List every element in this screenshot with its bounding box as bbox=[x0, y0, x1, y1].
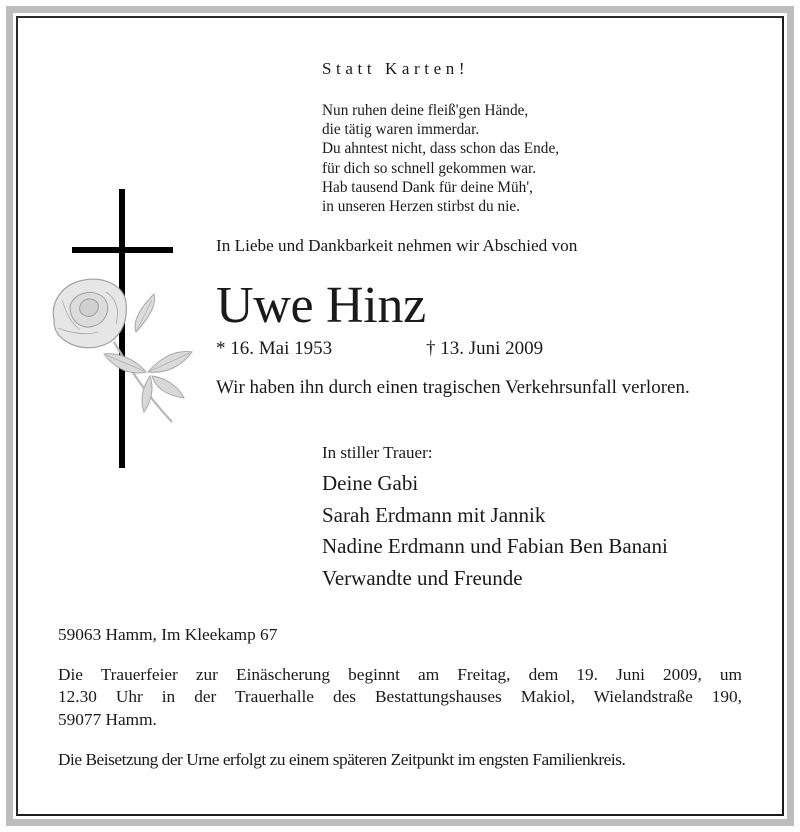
mourner: Sarah Erdmann mit Jannik bbox=[322, 502, 546, 527]
mourner: Verwandte und Freunde bbox=[322, 565, 523, 590]
ceremony-line: Die Trauerfeier zur Einäscherung beginnt am Freitag, dem 19. Juni 2009, um bbox=[58, 665, 742, 684]
cross-icon-crossbar bbox=[72, 247, 173, 253]
ceremony-info bbox=[58, 664, 742, 731]
headline: Statt Karten! bbox=[322, 59, 470, 78]
death-date: † 13. Juni 2009 bbox=[426, 338, 544, 359]
poem-line: Nun ruhen deine fleiß'gen Hände, bbox=[322, 102, 529, 119]
mourner: Nadine Erdmann und Fabian Ben Banani bbox=[322, 534, 668, 558]
poem-line: die tätig waren immerdar. bbox=[322, 121, 480, 139]
poem-line: Du ahntest nicht, dass schon das Ende, bbox=[322, 140, 560, 158]
mourning-label: In stiller Trauer: bbox=[322, 443, 433, 462]
birth-date: * 16. Mai 1953 bbox=[216, 338, 333, 359]
mourners-list bbox=[322, 468, 668, 594]
mourner: Deine Gabi bbox=[322, 471, 419, 495]
poem-line: in unseren Herzen stirbst du nie. bbox=[322, 198, 520, 216]
poem-line: für dich so schnell gekommen war. bbox=[322, 159, 537, 177]
rose-icon bbox=[44, 272, 194, 432]
cause-of-death: Wir haben ihn durch einen tragischen Verkehrsunfall verloren. bbox=[216, 377, 690, 398]
deceased-name: Uwe Hinz bbox=[216, 277, 426, 334]
intro-text: In Liebe und Dankbarkeit nehmen wir Abschied von bbox=[216, 236, 578, 255]
burial-info: Die Beisetzung der Urne erfolgt zu einem späteren Zeitpunkt im engsten Familienkreis. bbox=[58, 750, 626, 769]
ceremony-line: 12.30 Uhr in der Trauerhalle des Bestattungshauses Makiol, Wielandstraße 190, bbox=[58, 687, 742, 707]
address: 59063 Hamm, Im Kleekamp 67 bbox=[58, 625, 278, 644]
ceremony-line: 59077 Hamm. bbox=[58, 709, 157, 729]
poem bbox=[322, 101, 559, 216]
poem-line: Hab tausend Dank für deine Müh', bbox=[322, 178, 533, 196]
